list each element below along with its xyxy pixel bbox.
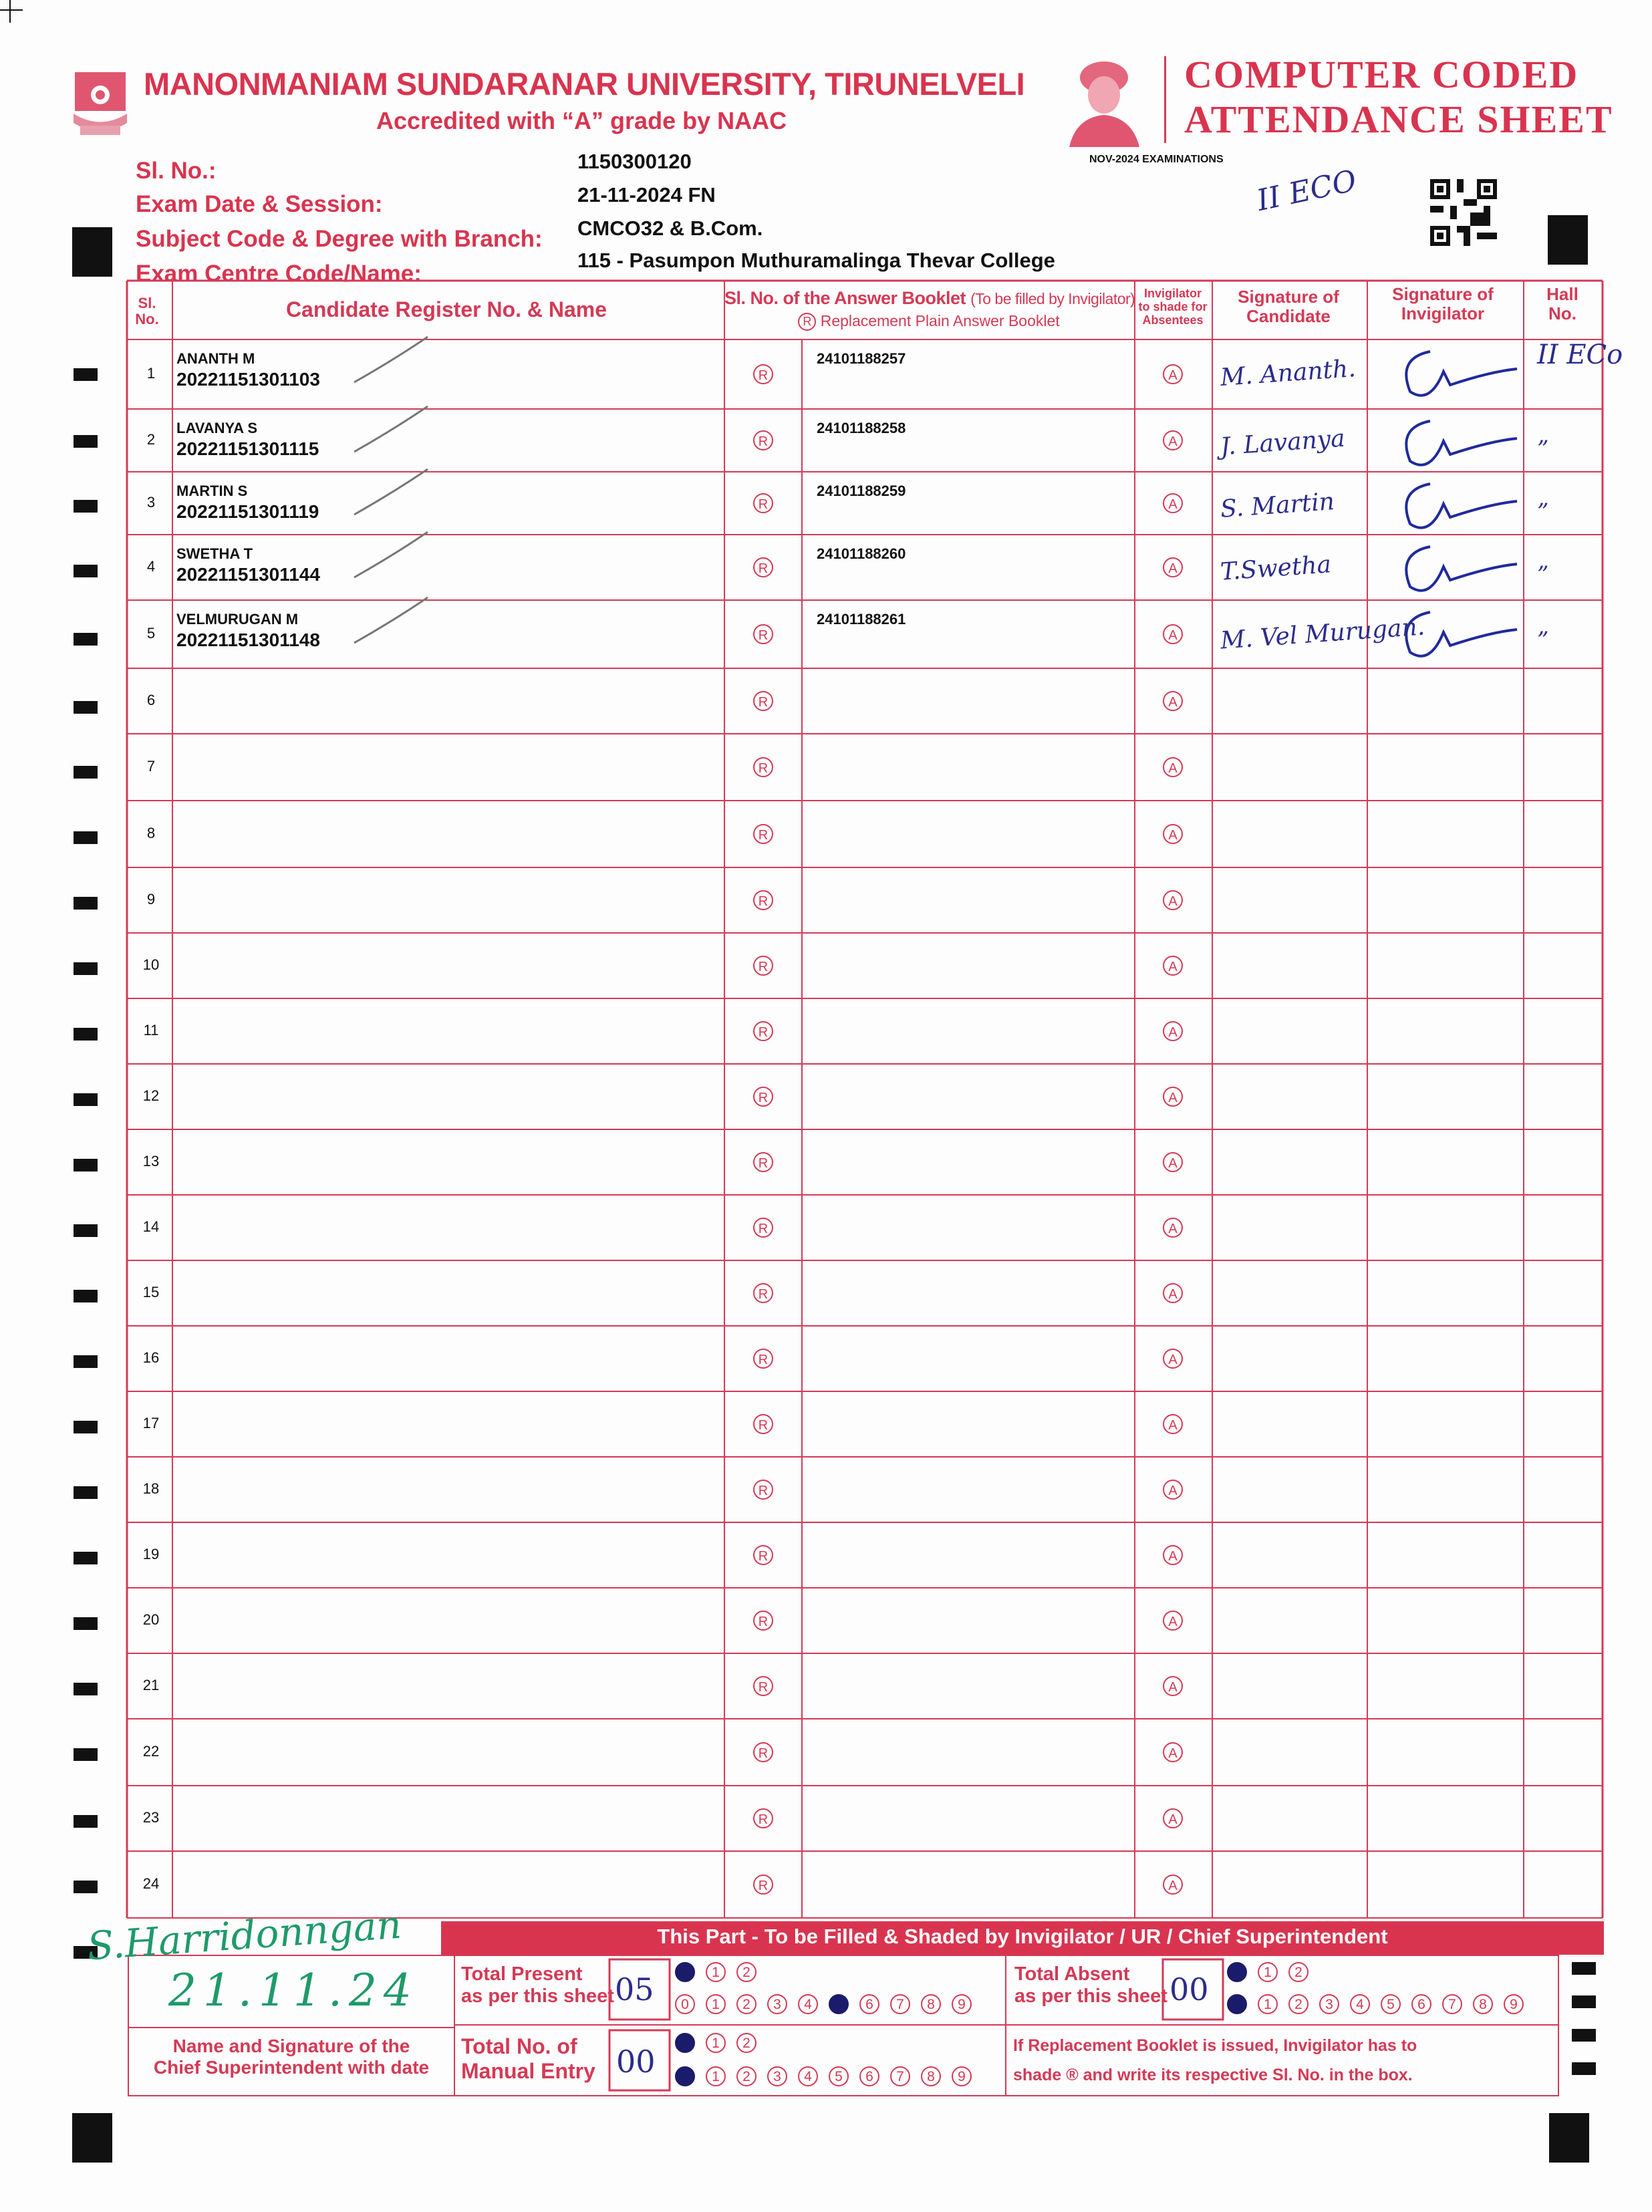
present-units-bubble[interactable]: 7 bbox=[890, 1994, 910, 2014]
replacement-circle: R bbox=[753, 1480, 773, 1500]
row-number: 21 bbox=[142, 1677, 160, 1693]
row-number: 3 bbox=[146, 494, 156, 511]
register-number: 20221151301144 bbox=[176, 564, 320, 585]
register-number: 20221151301103 bbox=[176, 369, 320, 390]
absent-circle: A bbox=[1163, 1218, 1183, 1238]
manual-units-bubble[interactable]: 1 bbox=[706, 2066, 726, 2086]
manual-units-bubble[interactable]: 0 bbox=[675, 2066, 695, 2086]
row-number: 10 bbox=[142, 956, 160, 973]
replacement-circle: R bbox=[753, 956, 773, 976]
present-units-bubble[interactable]: 5 bbox=[829, 1994, 849, 2014]
replacement-circle: R bbox=[753, 1087, 773, 1107]
row-number: 15 bbox=[142, 1284, 160, 1300]
chief-date: 21.11.24 bbox=[168, 1965, 418, 2016]
candidate-name: VELMURUGAN M bbox=[176, 611, 299, 628]
row-number: 7 bbox=[146, 758, 156, 775]
candidate-signature: T.Swetha bbox=[1219, 551, 1333, 586]
row-number: 2 bbox=[146, 431, 156, 448]
sheet-title-line-1: COMPUTER CODED bbox=[1184, 53, 1579, 96]
booklet-number: 24101188259 bbox=[817, 482, 906, 499]
manual-units-bubble[interactable]: 5 bbox=[829, 2066, 849, 2086]
replacement-circle: R bbox=[753, 1021, 773, 1041]
absent-circle: A bbox=[1163, 1414, 1183, 1434]
absent-tens-bubble[interactable]: 2 bbox=[1288, 1962, 1309, 1982]
candidate-signature: M. Vel Murugan. bbox=[1219, 613, 1426, 655]
absent-units-bubble[interactable]: 9 bbox=[1504, 1994, 1524, 2014]
present-units-bubble[interactable]: 1 bbox=[706, 1994, 726, 2014]
candidate-name: SWETHA T bbox=[176, 545, 253, 562]
present-units-bubble[interactable]: 2 bbox=[736, 1994, 756, 2014]
replacement-circle: R bbox=[753, 1283, 773, 1303]
centre-label: Exam Centre Code/Name: bbox=[136, 261, 422, 287]
absent-units-bubble[interactable]: 8 bbox=[1473, 1994, 1493, 2014]
manual-units-bubble[interactable]: 7 bbox=[890, 2066, 910, 2086]
absent-circle: A bbox=[1163, 691, 1183, 711]
register-number: 20221151301119 bbox=[176, 501, 319, 522]
absent-units-bubble[interactable]: 7 bbox=[1442, 1994, 1462, 2014]
handwritten-class: II ECO bbox=[1254, 163, 1360, 219]
sl-no-label: Sl. No.: bbox=[136, 158, 217, 184]
row-number: 1 bbox=[146, 365, 156, 382]
manual-units-bubble[interactable]: 6 bbox=[859, 2066, 879, 2086]
absent-circle: A bbox=[1163, 757, 1183, 777]
row-number: 16 bbox=[142, 1349, 160, 1366]
manual-tens-blank-bubble[interactable] bbox=[675, 2033, 695, 2053]
candidate-signature: M. Ananth. bbox=[1219, 354, 1357, 392]
manual-units-bubble[interactable]: 4 bbox=[798, 2066, 818, 2086]
present-tens-bubble[interactable]: 2 bbox=[736, 1962, 756, 1982]
row-number: 11 bbox=[143, 1022, 159, 1039]
absent-circle: A bbox=[1163, 1283, 1183, 1303]
replacement-circle: R bbox=[753, 624, 773, 644]
manual-units-bubble[interactable]: 8 bbox=[921, 2066, 941, 2086]
row-number: 24 bbox=[142, 1875, 160, 1892]
absent-circle: A bbox=[1163, 1676, 1183, 1696]
absent-circle: A bbox=[1163, 1875, 1183, 1895]
sheet-title-line-2: ATTENDANCE SHEET bbox=[1184, 98, 1613, 141]
manual-units-bubble[interactable]: 2 bbox=[736, 2066, 756, 2086]
candidate-name: MARTIN S bbox=[176, 482, 248, 499]
row-number: 17 bbox=[142, 1415, 160, 1431]
col-header-sig-invigilator: Signature of Invigilator bbox=[1392, 284, 1494, 323]
replacement-circle: R bbox=[753, 824, 773, 844]
absent-circle: A bbox=[1163, 890, 1183, 910]
footer-banner-text: This Part - To be Filled & Shaded by Invigilator / UR / Chief Superintendent bbox=[657, 1925, 1388, 1948]
candidate-name: ANANTH M bbox=[176, 350, 255, 367]
row-number: 14 bbox=[142, 1218, 160, 1235]
total-absent-value: 00 bbox=[1169, 1971, 1209, 2008]
row-number: 5 bbox=[146, 625, 156, 642]
sl-no-value: 1150300120 bbox=[577, 150, 692, 173]
present-units-bubble[interactable]: 8 bbox=[921, 1994, 941, 2014]
chief-superintendent-label: Name and Signature of the Chief Superintendent with date bbox=[153, 2036, 430, 2078]
manual-tens-bubble[interactable]: 2 bbox=[736, 2033, 756, 2053]
present-units-bubble[interactable]: 4 bbox=[798, 1994, 818, 2014]
register-number: 20221151301148 bbox=[176, 630, 320, 650]
replacement-r-circle: R bbox=[798, 313, 816, 331]
absent-units-bubble[interactable]: 0 bbox=[1227, 1994, 1247, 2014]
absent-units-bubble[interactable]: 2 bbox=[1288, 1994, 1309, 2014]
hall-number: ” bbox=[1537, 436, 1549, 462]
candidate-signature: J. Lavanya bbox=[1219, 424, 1346, 461]
absent-circle: A bbox=[1163, 364, 1183, 384]
booklet-number: 24101188260 bbox=[817, 545, 906, 562]
row-number: 13 bbox=[142, 1153, 160, 1169]
manual-units-bubble[interactable]: 9 bbox=[952, 2066, 972, 2086]
absent-circle: A bbox=[1163, 1152, 1183, 1172]
replacement-circle: R bbox=[753, 1808, 773, 1828]
hall-number: ” bbox=[1537, 627, 1549, 654]
replacement-circle: R bbox=[753, 1152, 773, 1172]
exam-tag: NOV-2024 EXAMINATIONS bbox=[1089, 154, 1224, 165]
row-number: 4 bbox=[146, 558, 156, 575]
absent-tens-bubble[interactable]: 1 bbox=[1258, 1962, 1278, 1982]
exam-date-value: 21-11-2024 FN bbox=[577, 183, 716, 206]
row-number: 18 bbox=[142, 1480, 160, 1497]
replacement-circle: R bbox=[753, 493, 773, 513]
accreditation: Accredited with “A” grade by NAAC bbox=[376, 107, 787, 134]
col-header-sig-candidate: Signature of Candidate bbox=[1238, 287, 1339, 326]
replacement-circle: R bbox=[753, 1875, 773, 1895]
row-number: 23 bbox=[142, 1809, 160, 1826]
row-number: 9 bbox=[146, 891, 156, 908]
absent-units-bubble[interactable]: 5 bbox=[1381, 1994, 1401, 2014]
row-number: 20 bbox=[142, 1611, 160, 1628]
absent-circle: A bbox=[1163, 1349, 1183, 1369]
hall-number: II ECo bbox=[1537, 339, 1623, 370]
hall-number: ” bbox=[1537, 561, 1549, 588]
manual-tens-bubble[interactable]: 1 bbox=[706, 2033, 726, 2053]
present-units-bubble[interactable]: 3 bbox=[767, 1994, 787, 2014]
university-name: MANONMANIAM SUNDARANAR UNIVERSITY, TIRUNELVELI bbox=[144, 66, 1025, 102]
absent-circle: A bbox=[1163, 557, 1183, 577]
replacement-circle: R bbox=[753, 691, 773, 711]
booklet-number: 24101188261 bbox=[817, 611, 906, 628]
absent-circle: A bbox=[1163, 1808, 1183, 1828]
absent-circle: A bbox=[1163, 493, 1183, 513]
manual-units-bubble[interactable]: 3 bbox=[767, 2066, 787, 2086]
hall-number: ” bbox=[1537, 499, 1549, 525]
absent-circle: A bbox=[1163, 1021, 1183, 1041]
total-absent-label: Total Absent as per this sheet bbox=[1014, 1963, 1167, 2008]
absent-units-bubble[interactable]: 3 bbox=[1319, 1994, 1339, 2014]
col-header-hall: Hall No. bbox=[1546, 284, 1578, 323]
total-present-label: Total Present as per this sheet bbox=[461, 1963, 614, 2008]
absent-units-bubble[interactable]: 6 bbox=[1411, 1994, 1431, 2014]
total-present-value: 05 bbox=[615, 1971, 654, 2008]
present-units-bubble[interactable]: 9 bbox=[952, 1994, 972, 2014]
replacement-circle: R bbox=[753, 1611, 773, 1631]
booklet-header-sub: Replacement Plain Answer Booklet bbox=[820, 312, 1060, 329]
replacement-circle: R bbox=[753, 1414, 773, 1434]
present-units-bubble[interactable]: 0 bbox=[675, 1994, 695, 2014]
row-number: 12 bbox=[142, 1087, 160, 1104]
replacement-circle: R bbox=[753, 430, 773, 450]
col-header-candidate: Candidate Register No. & Name bbox=[285, 297, 607, 321]
replacement-circle: R bbox=[753, 364, 773, 384]
manual-entry-value: 00 bbox=[616, 2044, 656, 2080]
row-number: 19 bbox=[142, 1546, 160, 1562]
subject-label: Subject Code & Degree with Branch: bbox=[136, 226, 543, 252]
row-number: 6 bbox=[146, 692, 156, 708]
absent-units-bubble[interactable]: 4 bbox=[1350, 1994, 1370, 2014]
subject-value: CMCO32 & B.Com. bbox=[577, 217, 763, 240]
absent-circle: A bbox=[1163, 1742, 1183, 1762]
absent-circle: A bbox=[1163, 1087, 1183, 1107]
replacement-circle: R bbox=[753, 757, 773, 777]
register-number: 20221151301115 bbox=[176, 438, 319, 459]
chief-signature: S.Harridonngan bbox=[86, 1901, 403, 1969]
col-header-sl: Sl. No. bbox=[135, 295, 159, 328]
candidate-signature: S. Martin bbox=[1219, 488, 1336, 523]
replacement-circle: R bbox=[753, 1742, 773, 1762]
candidate-name: LAVANYA S bbox=[176, 420, 258, 436]
booklet-number: 24101188257 bbox=[817, 350, 906, 367]
replacement-note: If Replacement Booklet is issued, Invigilator has to shade ® and write its respective Sl. No. in the box. bbox=[1013, 2036, 1417, 2084]
absent-circle: A bbox=[1163, 430, 1183, 450]
replacement-circle: R bbox=[753, 1349, 773, 1369]
booklet-header-title: Sl. No. of the Answer Booklet bbox=[724, 288, 966, 308]
absent-circle: A bbox=[1163, 1611, 1183, 1631]
replacement-circle: R bbox=[753, 890, 773, 910]
absent-circle: A bbox=[1163, 824, 1183, 844]
centre-value: 115 - Pasumpon Muthuramalinga Thevar College bbox=[577, 249, 1055, 272]
absent-circle: A bbox=[1163, 1545, 1183, 1565]
absent-circle: A bbox=[1163, 624, 1183, 644]
row-number: 22 bbox=[142, 1743, 160, 1760]
present-tens-blank-bubble[interactable] bbox=[675, 1962, 695, 1982]
present-units-bubble[interactable]: 6 bbox=[859, 1994, 879, 2014]
present-tens-bubble[interactable]: 1 bbox=[706, 1962, 726, 1982]
booklet-header-note: (To be filled by Invigilator) bbox=[970, 290, 1135, 307]
absent-units-bubble[interactable]: 1 bbox=[1258, 1994, 1278, 2014]
absent-tens-blank-bubble[interactable] bbox=[1227, 1962, 1247, 1982]
absent-circle: A bbox=[1163, 956, 1183, 976]
exam-date-label: Exam Date & Session: bbox=[136, 191, 383, 217]
booklet-number: 24101188258 bbox=[817, 420, 906, 436]
replacement-circle: R bbox=[753, 1676, 773, 1696]
manual-entry-label: Total No. of Manual Entry bbox=[461, 2034, 595, 2083]
absent-circle: A bbox=[1163, 1480, 1183, 1500]
replacement-circle: R bbox=[753, 557, 773, 577]
row-number: 8 bbox=[146, 825, 156, 841]
replacement-circle: R bbox=[753, 1218, 773, 1238]
col-header-absentee: Invigilator to shade for Absentees bbox=[1138, 287, 1208, 327]
replacement-circle: R bbox=[753, 1545, 773, 1565]
